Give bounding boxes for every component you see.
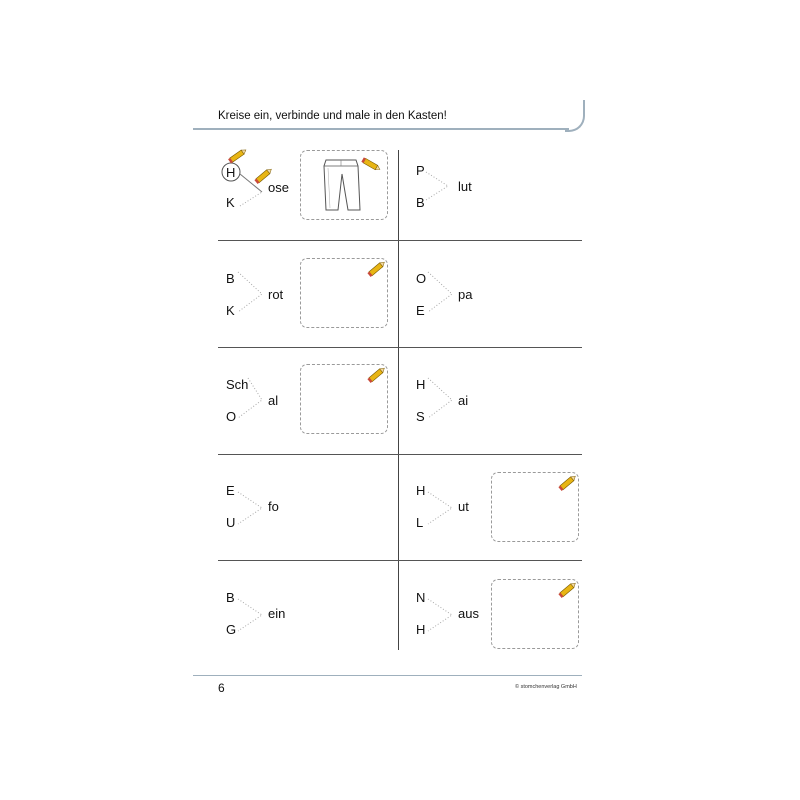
option-letter-top[interactable]: B [226,271,235,286]
pencil-icon [254,168,274,184]
exercise-cell [218,470,398,576]
option-letter-top[interactable]: Sch [226,377,249,392]
dotted-connector [218,470,398,576]
option-letter-top[interactable]: B [226,590,235,605]
option-letter-bottom[interactable]: O [226,409,237,424]
option-letter-top[interactable]: H [416,377,426,392]
dotted-connector [412,364,592,470]
word-ending: ein [268,606,286,621]
option-letter-top[interactable]: N [416,590,426,605]
word-ending: rot [268,287,284,302]
page-number: 6 [218,681,225,695]
exercise-cell [412,150,592,256]
pencil-icon [228,148,248,164]
word-ending: ose [268,180,289,195]
option-letter-top[interactable]: E [226,483,235,498]
option-letter-bottom[interactable]: E [416,303,425,318]
column-divider [398,150,399,650]
option-letter-top[interactable]: H [416,483,426,498]
option-letter-bottom[interactable]: K [226,195,235,210]
pencil-icon [558,475,578,491]
option-letter-top[interactable]: H [226,165,236,180]
option-letter-bottom[interactable]: B [416,195,425,210]
drawing-box[interactable] [491,579,579,649]
option-letter-bottom[interactable]: S [416,409,425,424]
word-ending: al [268,393,279,408]
word-ending: pa [458,287,473,302]
exercise-cell [218,258,398,364]
exercise-cell [412,258,592,364]
option-letter-bottom[interactable]: L [416,515,424,530]
pencil-icon [361,157,381,173]
dotted-connector [218,577,398,683]
exercise-cell [218,577,398,683]
option-letter-bottom[interactable]: G [226,622,237,637]
word-ending: aus [458,606,479,621]
drawing-box[interactable] [300,258,388,328]
exercise-cell [412,364,592,470]
option-letter-bottom[interactable]: K [226,303,235,318]
copyright-notice: © stomchenverlag GmbH [515,684,577,690]
drawing-box[interactable] [491,472,579,542]
word-ending: fo [268,499,279,514]
word-ending: ai [458,393,469,408]
exercise-cell [412,577,592,683]
footer-rule [193,675,582,676]
pencil-icon [367,261,387,277]
option-letter-bottom[interactable]: H [416,622,426,637]
option-letter-top[interactable]: O [416,271,427,286]
exercise-cell [218,364,398,470]
option-letter-top[interactable]: P [416,163,425,178]
exercise-cell [218,150,398,256]
drawing-box[interactable] [300,364,388,434]
pencil-icon [558,582,578,598]
exercise-cell [412,470,592,576]
option-letter-bottom[interactable]: U [226,515,236,530]
instruction-text: Kreise ein, verbinde und male in den Kasten! [218,110,447,122]
header-rule [193,128,569,130]
word-ending: lut [458,179,472,194]
dotted-connector [412,150,592,256]
dotted-connector [412,258,592,364]
header-corner [565,100,585,132]
pencil-icon [367,367,387,383]
word-ending: ut [458,499,469,514]
drawing-box[interactable] [300,150,388,220]
